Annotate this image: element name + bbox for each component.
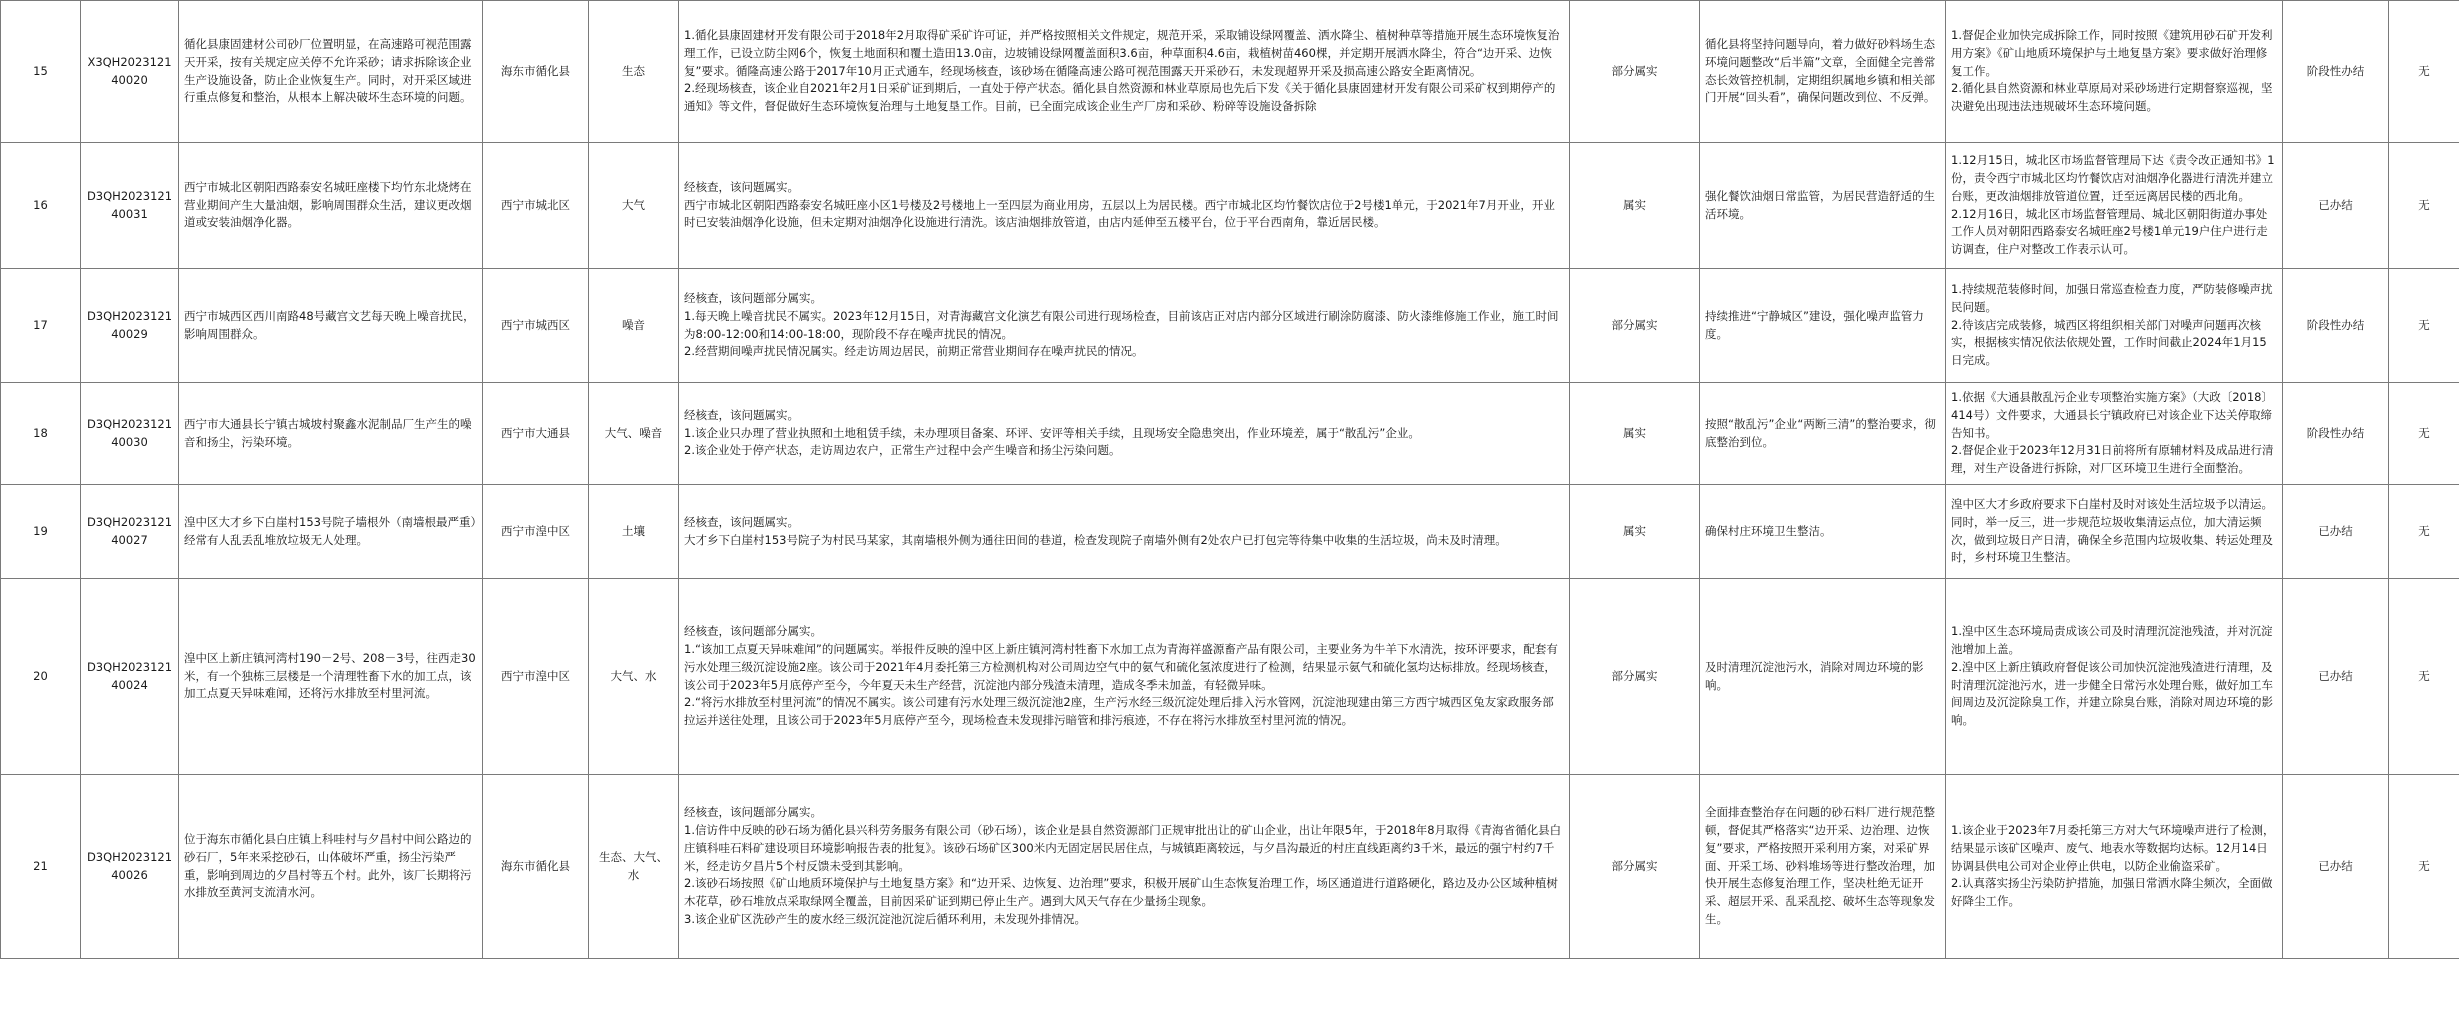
region-cell: 海东市循化县 <box>483 775 589 959</box>
rectification-status-cell <box>1946 579 2283 775</box>
complaint-content-cell: 位于海东市循化县白庄镇上科哇村与夕昌村中间公路边的砂石厂，5年来采挖砂石，山体破坏严重，扬尘污染严重，影响到周边的夕昌村等五个村。此外，该厂长期将污水排放至黄河支流清水河。 <box>179 775 483 959</box>
verdict-cell: 部分属实 <box>1570 1 1700 143</box>
completion-status-cell: 已办结 <box>2283 485 2389 579</box>
accountability-cell: 无 <box>2389 775 2459 959</box>
pollution-type-cell: 噪音 <box>589 269 679 383</box>
completion-status-cell: 已办结 <box>2283 775 2389 959</box>
handling-measures-cell: 强化餐饮油烟日常监管，为居民营造舒适的生活环境。 <box>1700 143 1946 269</box>
completion-status-cell: 已办结 <box>2283 579 2389 775</box>
case-code-cell: D3QH202312140031 <box>81 143 179 269</box>
rectification-status-paragraph: 1.12月15日，城北区市场监督管理局下达《责令改正通知书》1份，责令西宁市城北区均竹餐饮店对油烟净化器进行清洗并建立台账，更改油烟排放管道位置，迁至远离居民楼的西北角。 <box>1951 153 2275 203</box>
completion-status-cell: 已办结 <box>2283 143 2389 269</box>
region-cell: 西宁市湟中区 <box>483 579 589 775</box>
accountability-cell: 无 <box>2389 579 2459 775</box>
rectification-status-paragraph: 1.湟中区生态环境局责成该公司及时清理沉淀池残渣，并对沉淀池增加上盖。 <box>1951 624 2273 656</box>
investigation-result-paragraph: 1.循化县康固建材开发有限公司于2018年2月取得矿采矿许可证，并严格按照相关文件规定，规范开采，采取铺设绿网覆盖、洒水降尘、植树种草等措施开展生态环境恢复治理工作，已设立防尘网6个，恢复土地面积和覆土造田13.0亩，边坡铺设绿网覆盖面积3.6亩，种草面积4.6亩，栽植树苗460棵，并定期开展洒水降尘，符合“边开采、边恢复”要求。循隆高速公路于2017年10月正式通车，经现场核查，该砂场在循隆高速公路可视范围露天开采砂石，未发现超界开采及损高速公路安全距离情况。 <box>684 27 1560 78</box>
handling-measures-cell: 循化县将坚持问题导向，着力做好砂料场生态环境问题整改“后半篇”文章，全面健全完善常态长效管控机制，定期组织属地乡镇和相关部门开展“回头看”，确保问题改到位、不反弹。 <box>1700 1 1946 143</box>
handling-measures-cell: 持续推进“宁静城区”建设，强化噪声监管力度。 <box>1700 269 1946 383</box>
rectification-status-paragraph: 1.督促企业加快完成拆除工作，同时按照《建筑用砂石矿开发利用方案》《矿山地质环境保护与土地复垦方案》要求做好治理修复工作。 <box>1951 27 2273 78</box>
complaint-content-cell: 湟中区上新庄镇河湾村190－2号、208－3号，往西走30米，有一个独栋三层楼是一个清理牲畜下水的加工点，该加工点夏天异味难闻，还将污水排放至村里河流。 <box>179 579 483 775</box>
complaint-content-cell: 西宁市城西区西川南路48号藏宫文艺每天晚上噪音扰民，影响周围群众。 <box>179 269 483 383</box>
table-row <box>1 579 2459 775</box>
accountability-cell: 无 <box>2389 485 2459 579</box>
investigation-result-paragraph: 1.“该加工点夏天异味难闻”的问题属实。举报件反映的湟中区上新庄镇河湾村牲畜下水加工点为青海祥盛源畜产品有限公司，主要业务为牛羊下水清洗，按环评要求，配套有污水处理三级沉淀设施2座。该公司于2021年4月委托第三方检测机构对公司周边空气中的氨气和硫化氢浓度进行了检测，结果显示氨气和硫化氢均达标排放。经现场核查，该公司于2023年5月底停产至今，今年夏天未生产经营，沉淀池内部分残渣未清理，造成冬季未加盖，有轻微异味。 <box>684 641 1558 692</box>
case-code-cell: D3QH202312140027 <box>81 485 179 579</box>
verdict-cell: 部分属实 <box>1570 269 1700 383</box>
rectification-status-paragraph: 1.持续规范装修时间，加强日常巡查检查力度，严防装修噪声扰民问题。 <box>1951 281 2273 314</box>
table-row <box>1 775 2459 959</box>
verdict-cell: 属实 <box>1570 143 1700 269</box>
rectification-status-paragraph: 2.待该店完成装修，城西区将组织相关部门对噪声问题再次核实，根据核实情况依法依规处置，工作时间截止2024年1月15日完成。 <box>1951 317 2267 368</box>
investigation-result-paragraph: 2.“将污水排放至村里河流”的情况不属实。该公司建有污水处理三级沉淀池2座，生产污水经三级沉淀处理后排入污水管网，沉淀池现建由第三方西宁城西区兔友家政服务部拉运并送往处理，且该公司于2023年5月底停产至今，现场检查未发现排污暗管和排污痕迹，不存在将污水排放至村里河流的情况。 <box>684 695 1554 728</box>
region-cell: 海东市循化县 <box>483 1 589 143</box>
handling-measures-cell: 及时清理沉淀池污水，消除对周边环境的影响。 <box>1700 579 1946 775</box>
investigation-result-cell <box>679 485 1570 579</box>
investigation-result-paragraph: 经核查，该问题部分属实。 <box>684 624 822 639</box>
investigation-result-paragraph: 经核查，该问题部分属实。 <box>684 290 822 305</box>
investigation-result-paragraph: 经核查，该问题属实。 <box>684 514 799 529</box>
rectification-status-paragraph: 2.湟中区上新庄镇政府督促该公司加快沉淀池残渣进行清理，及时清理沉淀池污水，进一步健全日常污水处理台账，做好加工车间周边及沉淀除臭工作，并建立除臭台账，消除对周边环境的影响。 <box>1951 659 2273 728</box>
rectification-status-cell <box>1946 383 2283 485</box>
investigation-result-paragraph: 1.信访件中反映的砂石场为循化县兴科劳务服务有限公司（砂石场），该企业是县自然资源部门正规审批出让的矿山企业，出让年限5年，于2018年8月取得《青海省循化县白庄镇科哇石料矿建设项目环境影响报告表的批复》。该砂石场矿区300米内无固定居民居住点，与城镇距离较远，与夕昌沟最近的村庄直线距离约3千米，最远的强宁村约7千米，经走访夕昌片5个村反馈未受到其影响。 <box>684 822 1562 873</box>
pollution-type-cell: 大气、水 <box>589 579 679 775</box>
table-row <box>1 1 2459 143</box>
table-row <box>1 485 2459 579</box>
pollution-type-cell: 大气、噪音 <box>589 383 679 485</box>
table-row <box>1 143 2459 269</box>
accountability-cell: 无 <box>2389 1 2459 143</box>
investigation-result-cell <box>679 269 1570 383</box>
investigation-result-cell <box>679 383 1570 485</box>
rectification-status-paragraph: 2.12月16日，城北区市场监督管理局、城北区朝阳街道办事处工作人员对朝阳西路泰安名城旺座2号楼1单元19户住户进行走访调查，住户对整改工作表示认可。 <box>1951 206 2268 257</box>
accountability-cell: 无 <box>2389 143 2459 269</box>
case-code-cell: D3QH202312140030 <box>81 383 179 485</box>
investigation-result-paragraph: 2.该砂石场按照《矿山地质环境保护与土地复垦方案》和“边开采、边恢复、边治理”要求，积极开展矿山生态恢复治理工作，场区通道进行道路硬化，路边及办公区域种植树木花草，砂石堆放点采取绿网全覆盖，目前因采矿证到期已停止生产。遇到大风天气存在少量扬尘现象。 <box>684 876 1558 909</box>
verdict-cell: 部分属实 <box>1570 775 1700 959</box>
investigation-result-paragraph: 1.该企业只办理了营业执照和土地租赁手续，未办理项目备案、环评、安评等相关手续，且现场安全隐患突出，作业环境差，属于“散乱污”企业。 <box>684 425 1420 440</box>
rectification-status-paragraph: 2.督促企业于2023年12月31日前将所有原辅材料及成品进行清理，对生产设备进行拆除，对厂区环境卫生进行全面整治。 <box>1951 443 2274 476</box>
row-number-cell: 19 <box>1 485 81 579</box>
pollution-type-cell: 生态、大气、水 <box>589 775 679 959</box>
rectification-status-cell <box>1946 485 2283 579</box>
row-number-cell: 17 <box>1 269 81 383</box>
table-row <box>1 383 2459 485</box>
verdict-cell: 部分属实 <box>1570 579 1700 775</box>
investigation-result-paragraph: 经核查，该问题属实。 <box>684 179 799 194</box>
pollution-type-cell: 大气 <box>589 143 679 269</box>
row-number-cell: 20 <box>1 579 81 775</box>
complaint-content-cell: 西宁市大通县长宁镇古城坡村聚鑫水泥制品厂生产生的噪音和扬尘，污染环境。 <box>179 383 483 485</box>
rectification-status-paragraph: 1.依据《大通县散乱污企业专项整治实施方案》（大政〔2018〕414号）文件要求，大通县长宁镇政府已对该企业下达关停取缔告知书。 <box>1951 389 2273 440</box>
row-number-cell: 16 <box>1 143 81 269</box>
complaint-content-cell: 西宁市城北区朝阳西路泰安名城旺座楼下均竹东北烧烤在营业期间产生大量油烟，影响周围群众生活，建议更改烟道或安装油烟净化器。 <box>179 143 483 269</box>
case-code-cell: D3QH202312140024 <box>81 579 179 775</box>
region-cell: 西宁市城北区 <box>483 143 589 269</box>
investigation-result-paragraph: 1.每天晚上噪音扰民不属实。2023年12月15日，对青海藏宫文化演艺有限公司进行现场检查，目前该店正对店内部分区域进行刷涂防腐漆、防火漆维修施工作业，施工时间为8:00-12:00和14:00-18:00，现阶段不存在噪声扰民的情况。 <box>684 308 1559 341</box>
investigation-result-paragraph: 大才乡下白崖村153号院子为村民马某家，其南墙根外侧为通往田间的巷道，检查发现院子南墙外侧有2处农户已打包完等待集中收集的生活垃圾，尚未及时清理。 <box>684 532 1507 547</box>
investigation-result-paragraph: 3.该企业矿区洗砂产生的废水经三级沉淀池沉淀后循环利用，未发现外排情况。 <box>684 912 1086 927</box>
verdict-cell: 属实 <box>1570 485 1700 579</box>
rectification-status-paragraph: 1.该企业于2023年7月委托第三方对大气环境噪声进行了检测，结果显示该矿区噪声、废气、地表水等数据均达标。12月14日协调县供电公司对企业停止供电，以防企业偷盗采矿。 <box>1951 822 2275 873</box>
investigation-result-paragraph: 经核查，该问题部分属实。 <box>684 805 822 820</box>
investigation-result-cell <box>679 775 1570 959</box>
rectification-status-cell <box>1946 143 2283 269</box>
investigation-result-paragraph: 2.经现场核查，该企业自2021年2月1日采矿证到期后，一直处于停产状态。循化县自然资源和林业草原局也先后下发《关于循化县康固建材开发有限公司采矿权到期停产的通知》等文件，督促做好生态环境恢复治理与土地复垦工作。目前，已全面完成该企业生产厂房和采砂、粉碎等设施设备拆除 <box>684 81 1556 114</box>
completion-status-cell: 阶段性办结 <box>2283 383 2389 485</box>
investigation-result-cell <box>679 143 1570 269</box>
rectification-status-paragraph: 2.认真落实扬尘污染防护措施，加强日常洒水降尘频次，全面做好降尘工作。 <box>1951 876 2273 909</box>
row-number-cell: 21 <box>1 775 81 959</box>
pollution-type-cell: 生态 <box>589 1 679 143</box>
case-code-cell: X3QH202312140020 <box>81 1 179 143</box>
case-code-cell: D3QH202312140026 <box>81 775 179 959</box>
region-cell: 西宁市大通县 <box>483 383 589 485</box>
rectification-status-cell <box>1946 775 2283 959</box>
investigation-result-cell <box>679 1 1570 143</box>
case-code-cell: D3QH202312140029 <box>81 269 179 383</box>
complaint-content-cell: 循化县康固建材公司砂厂位置明显，在高速路可视范围露天开采，按有关规定应关停不允许采砂；请求拆除该企业生产设施设备，防止企业恢复生产。同时，对开采区域进行重点修复和整治，从根本上解决破坏生态环境的问题。 <box>179 1 483 143</box>
table-row <box>1 269 2459 383</box>
accountability-cell: 无 <box>2389 383 2459 485</box>
rectification-status-paragraph: 湟中区大才乡政府要求下白崖村及时对该处生活垃圾予以清运。同时，举一反三，进一步规范垃圾收集清运点位，加大清运频次，做到垃圾日产日清，确保全乡范围内垃圾收集、转运处理及时，乡村环境卫生整洁。 <box>1951 496 2273 565</box>
handling-measures-cell: 确保村庄环境卫生整洁。 <box>1700 485 1946 579</box>
rectification-status-paragraph: 2.循化县自然资源和林业草原局对采砂场进行定期督察巡视，坚决避免出现违法违规破坏生态环境问题。 <box>1951 81 2273 114</box>
complaint-content-cell: 湟中区大才乡下白崖村153号院子墙根外（南墙根最严重）经常有人乱丢乱堆放垃圾无人处理。 <box>179 485 483 579</box>
completion-status-cell: 阶段性办结 <box>2283 1 2389 143</box>
handling-measures-cell: 全面排查整治存在问题的砂石料厂进行规范整顿，督促其严格落实“边开采、边治理、边恢复”要求，严格按照开采利用方案，对采矿界面、开采工场、砂料堆场等进行整改治理，加快开展生态修复治理工作，坚决杜绝无证开采、超层开采、乱采乱挖、破坏生态等现象发生。 <box>1700 775 1946 959</box>
region-cell: 西宁市城西区 <box>483 269 589 383</box>
investigation-result-paragraph: 2.该企业处于停产状态，走访周边农户，正常生产过程中会产生噪音和扬尘污染问题。 <box>684 443 1121 458</box>
completion-status-cell: 阶段性办结 <box>2283 269 2389 383</box>
verdict-cell: 属实 <box>1570 383 1700 485</box>
investigation-result-cell <box>679 579 1570 775</box>
rectification-status-cell <box>1946 269 2283 383</box>
row-number-cell: 18 <box>1 383 81 485</box>
row-number-cell: 15 <box>1 1 81 143</box>
pollution-type-cell: 土壤 <box>589 485 679 579</box>
rectification-status-cell <box>1946 1 2283 143</box>
investigation-result-paragraph: 西宁市城北区朝阳西路泰安名城旺座小区1号楼及2号楼地上一至四层为商业用房，五层以上为居民楼。西宁市城北区均竹餐饮店位于2号楼1单元，于2021年7月开业，开业时已安装油烟净化设施，但未定期对油烟净化设施进行清洗。该店油烟排放管道，由店内延伸至五楼平台，位于平台西南角，靠近居民楼。 <box>684 197 1555 230</box>
handling-measures-cell: 按照“散乱污”企业“两断三清”的整治要求，彻底整治到位。 <box>1700 383 1946 485</box>
investigation-result-paragraph: 2.经营期间噪声扰民情况属实。经走访周边居民，前期正常营业期间存在噪声扰民的情况。 <box>684 344 1144 359</box>
region-cell: 西宁市湟中区 <box>483 485 589 579</box>
accountability-cell: 无 <box>2389 269 2459 383</box>
investigation-result-paragraph: 经核查，该问题属实。 <box>684 407 799 422</box>
